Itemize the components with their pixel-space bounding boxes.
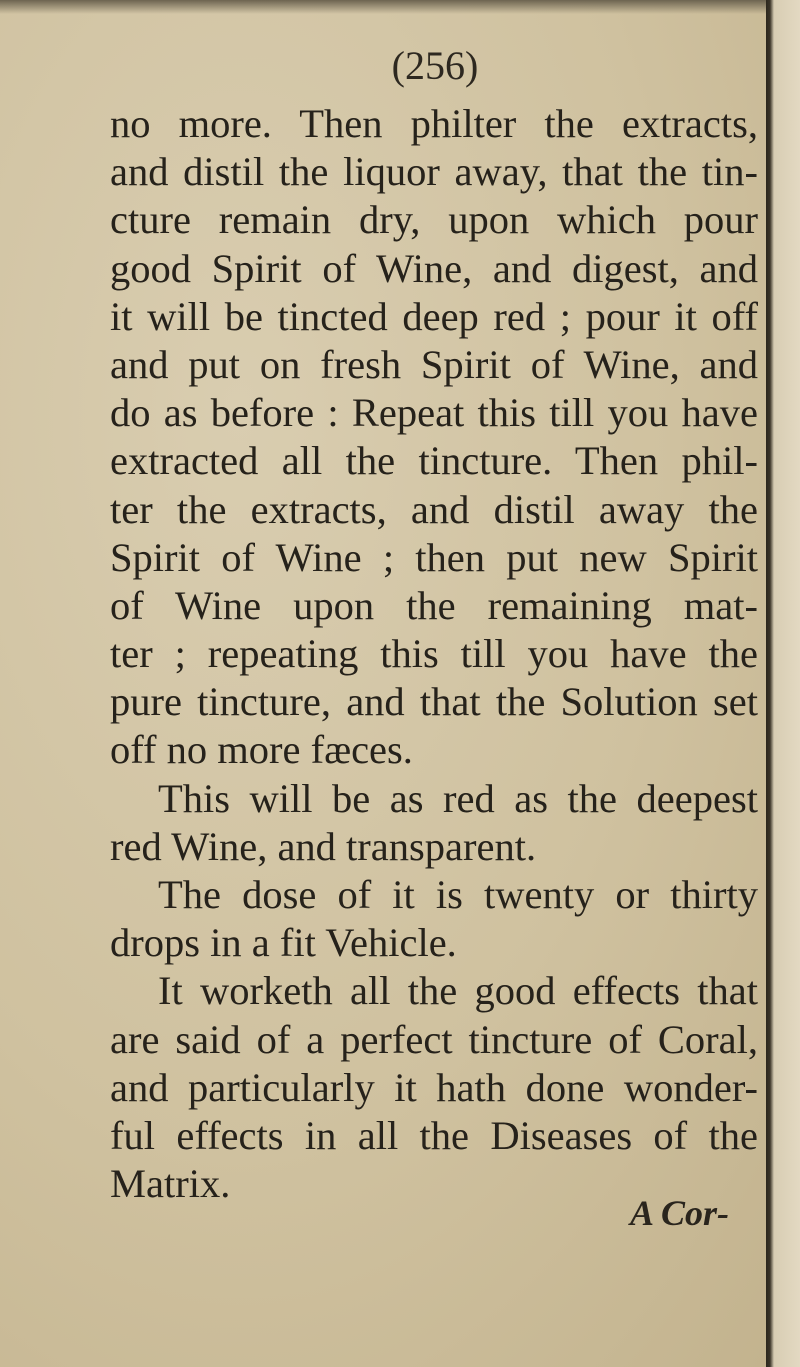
text-line: of Wine upon the remaining mat- bbox=[110, 582, 758, 628]
catchword: A Cor- bbox=[630, 1193, 730, 1233]
text-line: and particularly it hath done wonder- bbox=[110, 1064, 758, 1110]
text-line: ter ; repeating this till you have the bbox=[110, 631, 758, 677]
text-line: do as before : Repeat this till you have bbox=[110, 390, 758, 436]
paragraph-1 bbox=[110, 100, 758, 775]
page-edge-shadow bbox=[0, 0, 770, 14]
paragraph-3 bbox=[110, 871, 758, 967]
text-line: Matrix. bbox=[110, 1161, 231, 1207]
text-line: no more. Then philter the extracts, bbox=[110, 101, 758, 146]
text-line: are said of a perfect tincture of Coral, bbox=[110, 1016, 758, 1062]
text-line: It worketh all the good effects that bbox=[158, 968, 758, 1014]
text-line: cture remain dry, upon which pour bbox=[110, 197, 758, 243]
text-line: it will be tincted deep red ; pour it off bbox=[110, 293, 758, 339]
body-text bbox=[110, 100, 758, 1208]
text-line: good Spirit of Wine, and digest, and bbox=[110, 245, 758, 291]
paragraph-4 bbox=[110, 967, 758, 1208]
text-line: red Wine, and transparent. bbox=[110, 823, 537, 869]
page-number: (256) bbox=[391, 43, 479, 88]
text-line: drops in a fit Vehicle. bbox=[110, 920, 457, 966]
text-line: off no more fæces. bbox=[110, 727, 413, 773]
text-line: extracted all the tincture. Then phil- bbox=[110, 438, 758, 484]
text-line: This will be as red as the deepest bbox=[158, 775, 758, 821]
text-line: pure tincture, and that the Solution set bbox=[110, 679, 758, 725]
paragraph-2 bbox=[110, 775, 758, 871]
text-line: and put on fresh Spirit of Wine, and bbox=[110, 341, 758, 387]
text-line: ter the extracts, and distil away the bbox=[110, 486, 758, 532]
text-line: and distil the liquor away, that the tin- bbox=[110, 149, 758, 195]
text-line: Spirit of Wine ; then put new Spirit bbox=[110, 534, 758, 580]
binding-gutter bbox=[766, 0, 800, 1367]
text-line: The dose of it is twenty or thirty bbox=[158, 872, 758, 917]
text-line: ful effects in all the Diseases of the bbox=[110, 1112, 758, 1158]
